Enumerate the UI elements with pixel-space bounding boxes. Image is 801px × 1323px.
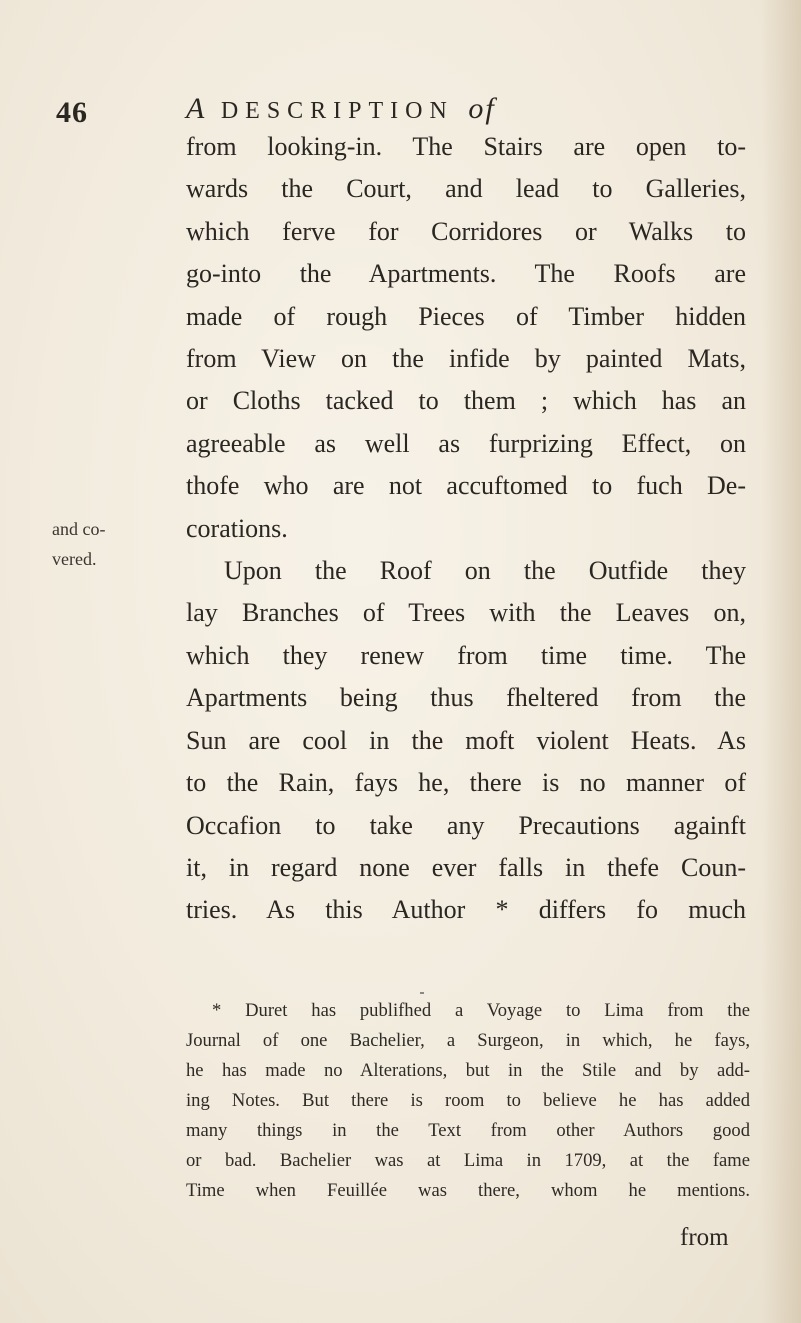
footnote-line: Journal of one Bachelier, a Surgeon, in which, he fays,: [186, 1030, 750, 1051]
footnote-line: he has made no Alterations, but in the Stile and by add-: [186, 1060, 750, 1081]
body-line: which ferve for Corridores or Walks to: [186, 216, 746, 246]
body-line: Sun are cool in the moft violent Heats. As: [186, 725, 746, 755]
footnote-line: many things in the Text from other Authors good: [186, 1120, 750, 1141]
body-line: go-into the Apartments. The Roofs are: [186, 259, 746, 289]
body-line: lay Branches of Trees with the Leaves on,: [186, 598, 746, 628]
margin-note-line: vered.: [52, 549, 97, 569]
running-head-title: DESCRIPTION: [220, 98, 454, 124]
body-line: thofe who are not accuftomed to fuch De-: [186, 471, 746, 501]
body-line: agreeable as well as furprizing Effect, on: [186, 428, 746, 458]
footnote-line: ing Notes. But there is room to believe he has added: [186, 1090, 750, 1111]
body-line: to the Rain, fays he, there is no manner of: [186, 768, 746, 798]
page-edge-shadow: [761, 0, 801, 1323]
running-head-article: A: [186, 92, 207, 125]
catchword: from: [680, 1224, 729, 1251]
body-line: it, in regard none ever falls in thefe Coun-: [186, 852, 746, 882]
footnote-mark: [420, 992, 424, 994]
body-line: tries. As this Author * differs fo much: [186, 895, 746, 925]
body-line: Upon the Roof on the Outfide they: [224, 556, 746, 586]
margin-note-line: and co-: [52, 519, 106, 539]
margin-note: [52, 514, 162, 574]
footnote-line: or bad. Bachelier was at Lima in 1709, at the fame: [186, 1150, 750, 1171]
page-number: 46: [56, 96, 88, 129]
body-text: [186, 126, 746, 932]
body-line: which they renew from time time. The: [186, 640, 746, 670]
body-line: Apartments being thus fheltered from the: [186, 683, 746, 713]
body-line: Occafion to take any Precautions againft: [186, 810, 746, 840]
running-head: [186, 92, 496, 126]
body-line: made of rough Pieces of Timber hidden: [186, 301, 746, 331]
footnote-line: * Duret has publifhed a Voyage to Lima from the: [212, 1000, 750, 1021]
footnote: [186, 996, 750, 1206]
body-line: or Cloths tacked to them ; which has an: [186, 386, 746, 416]
body-line: from looking-in. The Stairs are open to-: [186, 132, 746, 161]
footnote-line: Time when Feuillée was there, whom he mentions.: [186, 1180, 750, 1201]
running-head-of: of: [468, 92, 496, 125]
body-line: from View on the infide by painted Mats,: [186, 344, 746, 374]
body-line: wards the Court, and lead to Galleries,: [186, 174, 746, 204]
body-line: corations.: [186, 513, 288, 543]
